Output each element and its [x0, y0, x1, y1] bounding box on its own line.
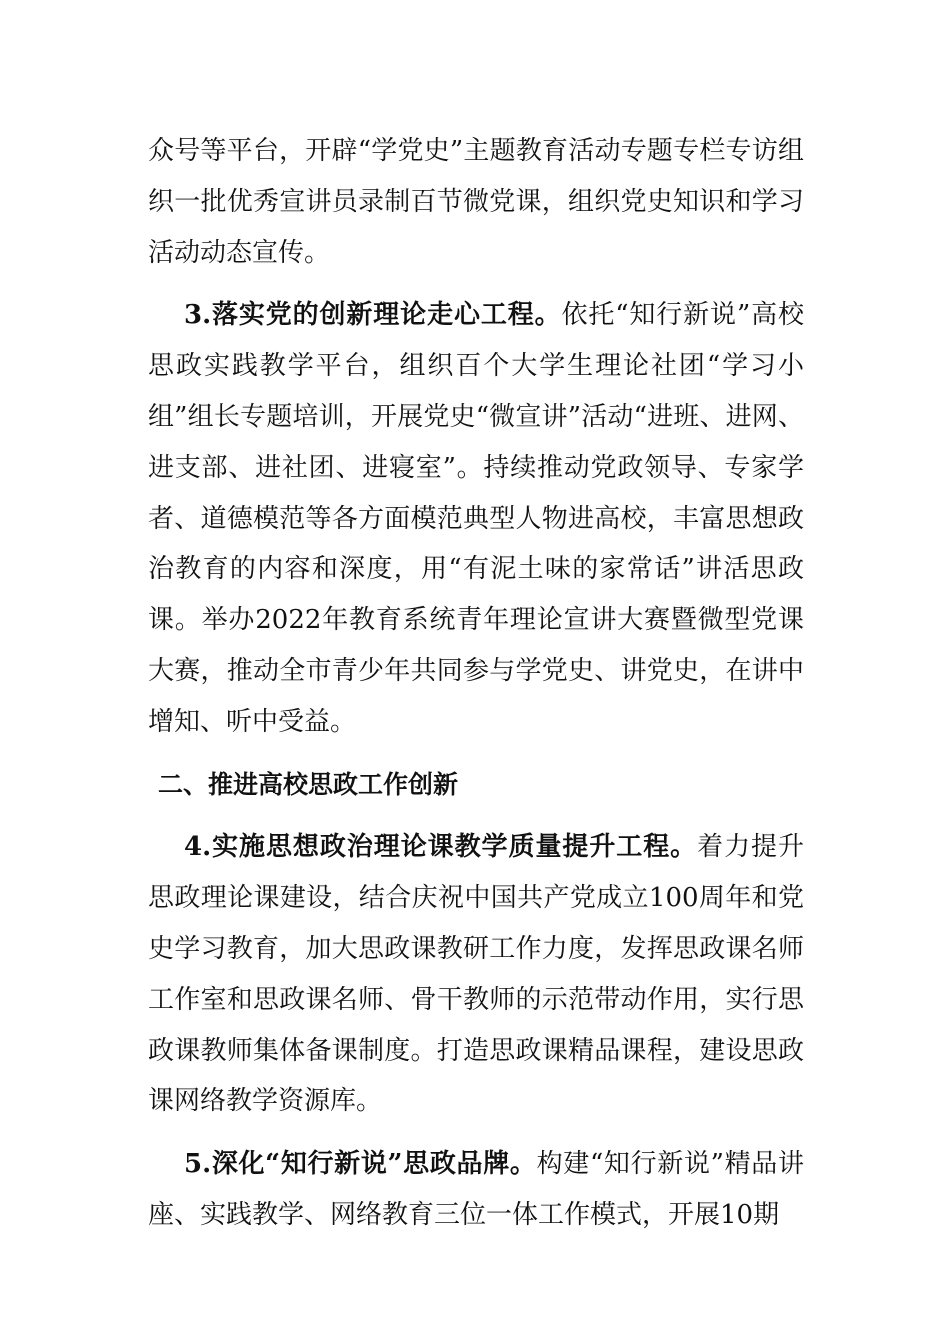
paragraph-item-5 [148, 1139, 804, 1241]
paragraph-continuation [148, 126, 804, 278]
document-page [148, 126, 804, 1241]
section-heading-2: 二、推进高校思政工作创新 [158, 769, 459, 799]
item-4-text: 着力提升思政理论课建设，结合庆祝中国共产党成立100周年和党史学习教育，加大思政课教研工作力度，发挥思政课名师工作室和思政课名师、骨干教师的示范带动作用，实行思政课教师集体备课制度。打造思政课精品课程，建设思政课网络教学资源库。 [148, 832, 804, 1117]
item-3-lead: 3.落实党的创新理论走心工程。 [184, 300, 562, 331]
paragraph-item-4 [148, 822, 804, 1127]
paragraph-text: 众号等平台，开辟“学党史”主题教育活动专题专栏专访组织一批优秀宣讲员录制百节微党课，组织党史知识和学习活动动态宣传。 [148, 136, 804, 268]
item-3-text: 依托“知行新说”高校思政实践教学平台，组织百个大学生理论社团“学习小组”组长专题培训，开展党史“微宣讲”活动“进班、进网、进支部、进社团、进寝室”。持续推动党政领导、专家学者、道德模范等各方面模范典型人物进高校，丰富思想政治教育的内容和深度，用“有泥土味的家常话”讲活思政课。举办2022年教育系统青年理论宣讲大赛暨微型党课大赛，推动全市青少年共同参与学党史、讲党史，在讲中增知、听中受益。 [148, 300, 804, 737]
item-5-text: 构建“知行新说”精品讲座、实践教学、网络教育三位一体工作模式，开展10期 [148, 1149, 804, 1230]
item-4-lead: 4.实施思想政治理论课教学质量提升工程。 [184, 832, 698, 863]
paragraph-item-3 [148, 290, 804, 747]
item-5-lead: 5.深化“知行新说”思政品牌。 [184, 1149, 537, 1180]
